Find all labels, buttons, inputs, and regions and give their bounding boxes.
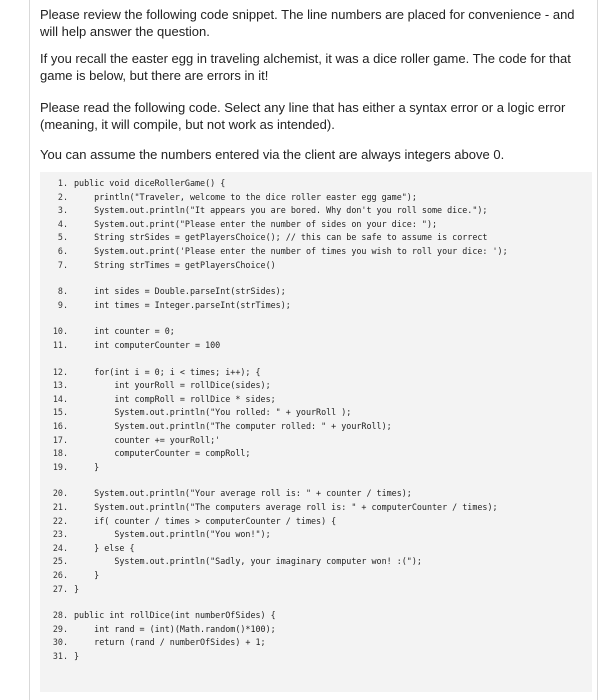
code-line[interactable]	[40, 406, 351, 419]
line-number: 28.	[52, 610, 68, 621]
intro-paragraph-4: You can assume the numbers entered via the client are always integers above 0.	[40, 147, 505, 162]
line-code: public int rollDice(int numberOfSides) {	[74, 610, 276, 621]
line-number: 11.	[52, 340, 68, 350]
line-number: 3.	[57, 205, 68, 216]
line-code: System.out.println("You won!");	[74, 529, 271, 540]
code-line[interactable]	[40, 420, 392, 433]
line-code: }	[74, 570, 100, 580]
code-line[interactable]	[40, 259, 276, 272]
line-number: 15.	[52, 407, 68, 418]
code-line[interactable]	[40, 285, 286, 298]
line-number: 19.	[52, 461, 68, 472]
line-code: if( counter / times > computerCounter / times) {	[74, 515, 337, 526]
code-line[interactable]	[40, 609, 276, 622]
left-border-line	[29, 0, 30, 700]
line-code: System.out.println("Your average roll is: " + counter / times);	[74, 488, 412, 499]
line-number: 1.	[57, 178, 68, 188]
code-line[interactable]	[40, 583, 79, 596]
line-code: System.out.println("The computers average roll is: " + computerCounter / times);	[74, 502, 498, 512]
line-code: String strSides = getPlayersChoice(); // this can be safe to assume is correct	[74, 232, 488, 243]
line-code: System.out.print("Please enter the number of sides on your dice: ");	[74, 218, 438, 229]
line-number: 26.	[52, 570, 68, 580]
line-code: for(int i = 0; i < times; i++); {	[74, 366, 261, 377]
code-line[interactable]	[40, 555, 422, 568]
line-number: 10.	[52, 326, 68, 337]
line-number: 5.	[57, 232, 68, 243]
code-line[interactable]	[40, 339, 220, 352]
right-border-line	[597, 0, 598, 700]
line-code: counter += yourRoll;'	[74, 434, 221, 445]
line-code: System.out.println("You rolled: " + yourRoll );	[74, 407, 352, 418]
code-line[interactable]	[40, 447, 250, 460]
code-line[interactable]	[40, 366, 261, 379]
line-number: 2.	[57, 191, 68, 202]
code-line[interactable]	[40, 501, 498, 514]
line-code: int computerCounter = 100	[74, 340, 221, 350]
line-code: println("Traveler, welcome to the dice roller easter egg game");	[74, 191, 417, 202]
line-code: }	[74, 651, 80, 661]
intro-paragraph-3: Please read the following code. Select any line that has either a syntax error or a logic error (meaning, it will compile, but not work as intended).	[40, 100, 566, 132]
code-line[interactable]	[40, 393, 276, 406]
line-number: 7.	[57, 259, 68, 270]
code-line[interactable]	[40, 177, 225, 190]
line-code: computerCounter = compRoll;	[74, 448, 251, 459]
line-code: System.out.print('Please enter the number of times you wish to roll your dice: ');	[74, 246, 508, 256]
code-line[interactable]	[40, 231, 487, 244]
code-line[interactable]	[40, 542, 135, 555]
line-number: 6.	[57, 246, 68, 256]
line-code: int counter = 0;	[74, 326, 175, 337]
line-number: 12.	[52, 366, 68, 377]
line-code: int yourRoll = rollDice(sides);	[74, 380, 271, 391]
line-number: 4.	[57, 218, 68, 229]
line-code: int compRoll = rollDice * sides;	[74, 393, 276, 404]
line-code: System.out.println("Sadly, your imaginary computer won! :(");	[74, 556, 422, 567]
line-number: 14.	[52, 393, 68, 404]
line-code: int rand = (int)(Math.random()*100);	[74, 623, 276, 634]
code-line[interactable]	[40, 325, 175, 338]
code-line[interactable]	[40, 569, 99, 582]
line-number: 8.	[57, 286, 68, 297]
line-number: 23.	[52, 529, 68, 540]
line-code: }	[74, 461, 100, 472]
line-code: return (rand / numberOfSides) + 1;	[74, 637, 266, 648]
line-number: 24.	[52, 542, 68, 553]
line-code: int times = Integer.parseInt(strTimes);	[74, 299, 291, 310]
code-line[interactable]	[40, 245, 508, 258]
code-line[interactable]	[40, 623, 276, 636]
line-number: 20.	[52, 488, 68, 499]
line-number: 30.	[52, 637, 68, 648]
line-number: 31.	[52, 651, 68, 661]
code-line[interactable]	[40, 204, 487, 217]
code-line[interactable]	[40, 379, 271, 392]
line-number: 21.	[52, 502, 68, 512]
line-code: public void diceRollerGame() {	[74, 178, 226, 188]
line-code: System.out.println("The computer rolled: " + yourRoll);	[74, 421, 392, 431]
code-snippet	[40, 172, 592, 692]
line-code: int sides = Double.parseInt(strSides);	[74, 286, 286, 297]
line-number: 13.	[52, 380, 68, 391]
code-line[interactable]	[40, 218, 437, 231]
line-number: 18.	[52, 448, 68, 459]
code-line[interactable]	[40, 528, 271, 541]
code-line[interactable]	[40, 636, 266, 649]
line-number: 27.	[52, 583, 68, 594]
line-number: 29.	[52, 623, 68, 634]
code-line[interactable]	[40, 650, 79, 663]
code-line[interactable]	[40, 191, 417, 204]
code-line[interactable]	[40, 299, 291, 312]
line-code: System.out.println("It appears you are bored. Why don't you roll some dice.");	[74, 205, 488, 216]
line-number: 22.	[52, 515, 68, 526]
code-line[interactable]	[40, 461, 99, 474]
line-code: }	[74, 583, 80, 594]
intro-paragraph-1: Please review the following code snippet. The line numbers are placed for convenience - and will help answer the question.	[40, 7, 575, 39]
line-number: 25.	[52, 556, 68, 567]
code-line[interactable]	[40, 434, 220, 447]
line-number: 17.	[52, 434, 68, 445]
code-line[interactable]	[40, 515, 336, 528]
line-number: 16.	[52, 421, 68, 431]
intro-paragraph-2: If you recall the easter egg in traveling alchemist, it was a dice roller game. The code for that game is below, but there are errors in it!	[40, 51, 571, 83]
line-number: 9.	[57, 299, 68, 310]
code-line[interactable]	[40, 487, 412, 500]
line-code: } else {	[74, 542, 135, 553]
line-code: String strTimes = getPlayersChoice()	[74, 259, 276, 270]
